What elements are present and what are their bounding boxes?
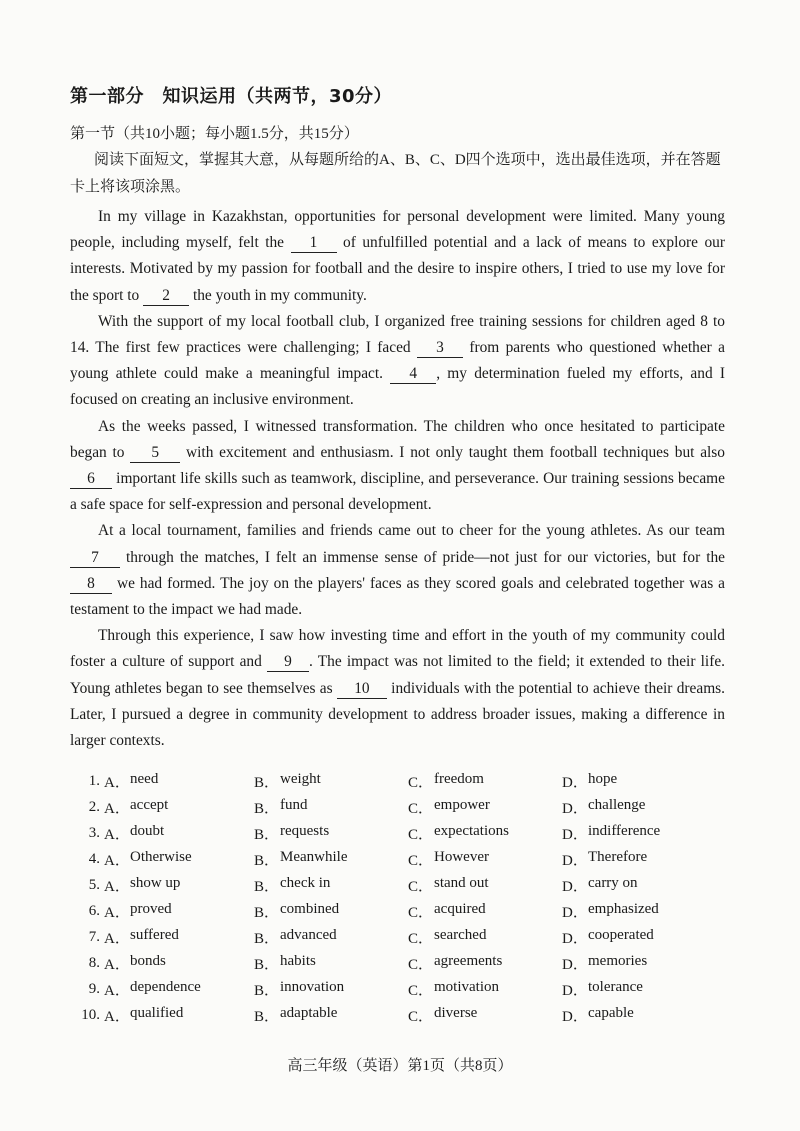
option-letter: B． bbox=[254, 982, 280, 999]
option-letter: C． bbox=[408, 1008, 434, 1025]
passage-paragraph-5 bbox=[70, 623, 725, 754]
option-c bbox=[408, 797, 562, 818]
option-text: combined bbox=[280, 900, 340, 917]
passage-text: Through this experience, I saw how investing time and effort in the youth of my community could foster a culture of support and bbox=[70, 627, 725, 671]
option-d bbox=[562, 901, 712, 922]
passage-text: of unfulfilled potential and a lack of means to explore our interests. Motivated by my passion for football and the desire to inspire others, I tried to use my love for the sport to bbox=[70, 234, 725, 304]
option-letter: D． bbox=[562, 956, 588, 973]
question-number: 5. bbox=[88, 876, 100, 893]
option-d bbox=[562, 1005, 712, 1026]
passage-text: we had formed. The joy on the players' faces as they scored goals and celebrated together was a testament to the impact we had made. bbox=[70, 574, 725, 619]
blank-4: 4 bbox=[390, 365, 436, 384]
option-text: requests bbox=[280, 822, 330, 839]
passage-text: . The impact was not limited to the field; it extended to their life. Young athletes began to see themselves as bbox=[70, 653, 725, 697]
option-text: emphasized bbox=[588, 900, 659, 917]
question-row bbox=[70, 950, 725, 976]
option-letter: D． bbox=[562, 878, 588, 895]
option-text: expectations bbox=[434, 822, 509, 839]
passage-paragraph-1 bbox=[70, 204, 725, 309]
question-row bbox=[70, 872, 725, 898]
option-b bbox=[254, 901, 408, 922]
option-letter: C． bbox=[408, 800, 434, 817]
option-text: show up bbox=[130, 874, 181, 891]
option-text: carry on bbox=[588, 874, 638, 891]
option-text: agreements bbox=[434, 952, 503, 969]
option-text: empower bbox=[434, 796, 490, 813]
question-number: 7. bbox=[88, 928, 100, 945]
option-letter: A． bbox=[104, 1008, 130, 1025]
option-text: hope bbox=[588, 770, 618, 787]
passage-paragraph-2 bbox=[70, 309, 725, 414]
exam-page bbox=[70, 82, 725, 1028]
option-a bbox=[104, 797, 254, 818]
option-a bbox=[104, 771, 254, 792]
blank-6: 6 bbox=[70, 470, 112, 489]
option-text: adaptable bbox=[280, 1004, 338, 1021]
option-letter: B． bbox=[254, 852, 280, 869]
option-letter: C． bbox=[408, 956, 434, 973]
option-letter: D． bbox=[562, 1008, 588, 1025]
option-c bbox=[408, 953, 562, 974]
option-letter: A． bbox=[104, 800, 130, 817]
passage-text: In my village in Kazakhstan, opportunities for personal development were limited. Many young people, including myself, felt the bbox=[70, 208, 725, 252]
option-text: tolerance bbox=[588, 978, 643, 995]
option-text: fund bbox=[280, 796, 308, 813]
option-letter: B． bbox=[254, 1008, 280, 1025]
option-a bbox=[104, 901, 254, 922]
blank-1: 1 bbox=[291, 234, 337, 253]
option-c bbox=[408, 849, 562, 870]
option-letter: C． bbox=[408, 852, 434, 869]
option-letter: D． bbox=[562, 826, 588, 843]
option-text: qualified bbox=[130, 1004, 184, 1021]
question-row bbox=[70, 1002, 725, 1028]
option-text: advanced bbox=[280, 926, 337, 943]
option-c bbox=[408, 901, 562, 922]
blank-10: 10 bbox=[337, 680, 387, 699]
option-letter: C． bbox=[408, 774, 434, 791]
passage-paragraph-3 bbox=[70, 414, 725, 519]
option-letter: C． bbox=[408, 904, 434, 921]
passage-text: important life skills such as teamwork, discipline, and perseverance. Our training sessions became a safe space for self-expression and personal development. bbox=[70, 470, 725, 514]
passage-text: As the weeks passed, I witnessed transformation. The children who once hesitated to participate began to bbox=[70, 417, 725, 461]
option-letter: B． bbox=[254, 956, 280, 973]
option-text: Therefore bbox=[588, 848, 648, 865]
option-letter: A． bbox=[104, 774, 130, 791]
options-list bbox=[70, 768, 725, 1028]
option-text: memories bbox=[588, 952, 648, 969]
option-c bbox=[408, 927, 562, 948]
option-b bbox=[254, 979, 408, 1000]
option-letter: D． bbox=[562, 982, 588, 999]
passage-text: individuals with the potential to achieve their dreams. Later, I pursued a degree in community development to address broader issues, making a difference in larger contexts. bbox=[70, 679, 725, 750]
option-text: Meanwhile bbox=[280, 848, 348, 865]
option-c bbox=[408, 1005, 562, 1026]
option-text: suffered bbox=[130, 926, 179, 943]
question-row bbox=[70, 820, 725, 846]
question-row bbox=[70, 846, 725, 872]
option-letter: C． bbox=[408, 878, 434, 895]
option-b bbox=[254, 875, 408, 896]
blank-2: 2 bbox=[143, 287, 189, 306]
option-text: freedom bbox=[434, 770, 484, 787]
question-row bbox=[70, 898, 725, 924]
option-d bbox=[562, 797, 712, 818]
option-text: However bbox=[434, 848, 489, 865]
option-text: accept bbox=[130, 796, 169, 813]
option-text: Otherwise bbox=[130, 848, 192, 865]
section-title: 第一节（共10小题；每小题1.5分，共15分） bbox=[70, 126, 359, 142]
option-letter: B． bbox=[254, 800, 280, 817]
passage-text: through the matches, I felt an immense sense of pride—not just for our victories, but for the bbox=[120, 548, 725, 566]
option-letter: A． bbox=[104, 930, 130, 947]
option-d bbox=[562, 849, 712, 870]
option-text: searched bbox=[434, 926, 487, 943]
option-letter: D． bbox=[562, 930, 588, 947]
option-b bbox=[254, 797, 408, 818]
option-text: motivation bbox=[434, 978, 499, 995]
option-letter: B． bbox=[254, 826, 280, 843]
option-letter: D． bbox=[562, 774, 588, 791]
passage-paragraph-4 bbox=[70, 518, 725, 623]
part-title: 第一部分 知识运用（共两节，30分） bbox=[70, 86, 393, 107]
option-d bbox=[562, 927, 712, 948]
option-text: acquired bbox=[434, 900, 486, 917]
passage-text: At a local tournament, families and friends came out to cheer for the young athletes. As our team bbox=[98, 522, 725, 540]
option-text: doubt bbox=[130, 822, 165, 839]
option-letter: A． bbox=[104, 982, 130, 999]
option-d bbox=[562, 771, 712, 792]
option-a bbox=[104, 823, 254, 844]
option-c bbox=[408, 823, 562, 844]
option-text: bonds bbox=[130, 952, 166, 969]
option-letter: D． bbox=[562, 904, 588, 921]
question-row bbox=[70, 794, 725, 820]
blank-7: 7 bbox=[70, 549, 120, 568]
blank-8: 8 bbox=[70, 575, 112, 594]
option-text: dependence bbox=[130, 978, 201, 995]
question-row bbox=[70, 924, 725, 950]
option-a bbox=[104, 1005, 254, 1026]
option-text: diverse bbox=[434, 1004, 478, 1021]
question-number: 3. bbox=[88, 824, 100, 841]
option-text: proved bbox=[130, 900, 172, 917]
option-text: weight bbox=[280, 770, 321, 787]
passage-text: With the support of my local football club, I organized free training sessions for children aged 8 to 14. The first few practices were challenging; I faced bbox=[70, 312, 725, 357]
option-text: capable bbox=[588, 1004, 634, 1021]
passage-text: from parents who questioned whether a young athlete could make a meaningful impact. bbox=[70, 339, 725, 383]
option-c bbox=[408, 979, 562, 1000]
option-b bbox=[254, 1005, 408, 1026]
option-c bbox=[408, 771, 562, 792]
option-b bbox=[254, 771, 408, 792]
option-b bbox=[254, 849, 408, 870]
option-letter: C． bbox=[408, 930, 434, 947]
option-b bbox=[254, 953, 408, 974]
blank-9: 9 bbox=[267, 653, 309, 672]
passage-text: with excitement and enthusiasm. I not only taught them football techniques but also bbox=[180, 443, 725, 461]
option-letter: A． bbox=[104, 826, 130, 843]
option-letter: D． bbox=[562, 852, 588, 869]
option-b bbox=[254, 823, 408, 844]
passage-text: the youth in my community. bbox=[189, 286, 367, 304]
question-number: 1. bbox=[88, 772, 100, 789]
option-d bbox=[562, 875, 712, 896]
option-a bbox=[104, 953, 254, 974]
question-number: 9. bbox=[88, 980, 100, 997]
option-letter: B． bbox=[254, 930, 280, 947]
option-d bbox=[562, 953, 712, 974]
option-text: challenge bbox=[588, 796, 646, 813]
option-d bbox=[562, 823, 712, 844]
option-text: cooperated bbox=[588, 926, 654, 943]
option-b bbox=[254, 927, 408, 948]
option-text: need bbox=[130, 770, 159, 787]
blank-3: 3 bbox=[417, 339, 463, 358]
option-letter: B． bbox=[254, 774, 280, 791]
page-footer: 高三年级（英语）第1页（共8页） bbox=[287, 1058, 513, 1074]
option-a bbox=[104, 875, 254, 896]
option-letter: A． bbox=[104, 878, 130, 895]
question-number: 10. bbox=[81, 1006, 100, 1023]
option-letter: D． bbox=[562, 800, 588, 817]
question-number: 2. bbox=[88, 798, 100, 815]
option-a bbox=[104, 849, 254, 870]
option-letter: A． bbox=[104, 904, 130, 921]
option-d bbox=[562, 979, 712, 1000]
option-a bbox=[104, 979, 254, 1000]
option-text: innovation bbox=[280, 978, 345, 995]
option-letter: C． bbox=[408, 982, 434, 999]
option-letter: C． bbox=[408, 826, 434, 843]
option-letter: A． bbox=[104, 956, 130, 973]
instructions: 阅读下面短文，掌握其大意，从每题所给的A、B、C、D四个选项中，选出最佳选项，并在答题卡上将该项涂黑。 bbox=[70, 152, 721, 195]
option-text: habits bbox=[280, 952, 316, 969]
option-text: indifference bbox=[588, 822, 661, 839]
option-text: stand out bbox=[434, 874, 489, 891]
option-text: check in bbox=[280, 874, 331, 891]
question-number: 8. bbox=[88, 954, 100, 971]
question-number: 6. bbox=[88, 902, 100, 919]
option-letter: A． bbox=[104, 852, 130, 869]
option-letter: B． bbox=[254, 878, 280, 895]
option-a bbox=[104, 927, 254, 948]
question-row bbox=[70, 976, 725, 1002]
passage-text: , my determination fueled my efforts, and I focused on creating an inclusive environment. bbox=[70, 365, 725, 409]
blank-5: 5 bbox=[130, 444, 180, 463]
option-letter: B． bbox=[254, 904, 280, 921]
question-number: 4. bbox=[88, 850, 100, 867]
question-row bbox=[70, 768, 725, 794]
option-c bbox=[408, 875, 562, 896]
